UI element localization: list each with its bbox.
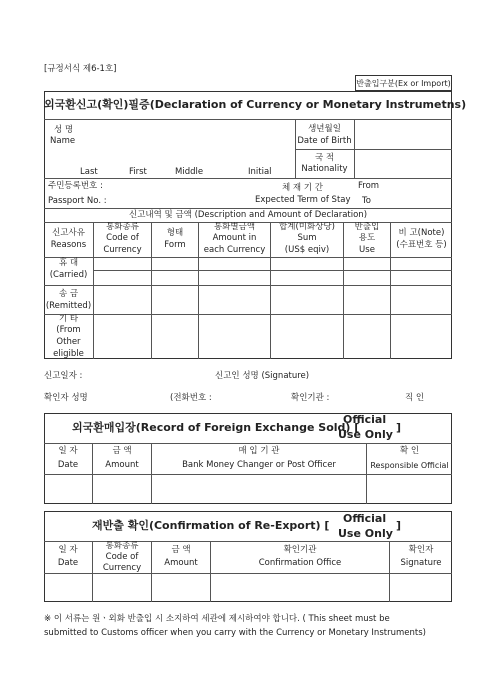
col-header-label: (수표번호 등) [396,240,447,250]
col-header-use [344,222,390,257]
row-label: (From [56,325,81,335]
id-number-field[interactable] [110,179,250,207]
col-header-label: Reasons [50,240,87,250]
col-header-label: 비 고(Note) [398,228,445,238]
es-col-date-ko: 일 자 [58,446,78,456]
nationality-label-ko: 국 적 [314,153,335,163]
col-header-amount [199,222,270,257]
signature-label: 신고인 성명 (Signature) [215,371,310,381]
name-label-ko: 성 명 [54,125,74,135]
col-header-form [152,222,198,257]
section-header: 신고내역 및 금액 (Description and Amount of Declaration) [128,210,368,220]
re-col-code [93,541,151,573]
col-header-label: each Currency [203,245,266,255]
re-col-date-ko: 일 자 [58,545,78,555]
col-header-label: Amount in [212,233,257,243]
row-label: 휴 대 [58,258,79,268]
col-header-note [391,222,452,257]
carried-entry-cells[interactable] [94,258,452,284]
es-col-amount-en: Amount [105,460,139,470]
row-label: (Carried) [49,270,88,280]
name-middle: Middle [175,167,204,177]
resident-no-label: 주민등록번호 : [48,181,103,191]
re-col-office-ko: 확인기관 [283,545,317,555]
col-header-label: Currency [103,245,142,255]
row-label: 송 금 [58,289,79,299]
col-header-label: 형태 [166,228,184,238]
dob-label-ko: 생년월일 [308,124,341,134]
reexport-bracket: ] [396,519,402,532]
row-carried [44,257,93,285]
col-header-label: Code of [106,233,139,243]
row-other [44,314,93,358]
col-header-label: 합계(미화상당) [279,222,335,232]
col-header-sum [271,222,343,257]
dob-label-en: Date of Birth [297,136,352,146]
re-col-code-label: Currency [102,563,142,573]
confirm-office-label: 확인기관 : [291,393,330,403]
col-header-reasons [44,222,93,257]
col-header-label: 반출입 [354,222,380,232]
stay-to-label: To [362,196,371,206]
name-last: Last [80,167,98,177]
footer-note-line1: ※ 이 서류는 원ㆍ외화 반출입 시 소지하여 세관에 제시하여야 합니다. ( This sheet must be [44,614,390,624]
col-header-label: 통화별금액 [213,222,256,232]
nationality-field[interactable] [355,150,451,177]
es-col-confirm-ko: 확 인 [399,446,420,456]
declaration-date-label: 신고일자 : [44,371,83,381]
col-header-label: Use [359,245,375,255]
re-col-date-en: Date [57,558,79,568]
declaration-title: 외국환신고(확인)필증(Declaration of Currency or Monetary Instrumetns) [44,98,467,111]
form-number: [규정서식 제6-1호] [44,64,117,74]
name-first: First [129,167,147,177]
seal-label: 직 인 [405,393,425,403]
re-col-code-label: Code of [105,552,139,562]
exchange-sold-official: Official [343,413,387,426]
exchange-sold-title: 외국환매입장(Record of Foreign Exchange Sold) [ [72,421,360,434]
name-initial: Initial [248,167,272,177]
name-label-en: Name [50,136,76,146]
nationality-label-en: Nationality [301,164,348,174]
stay-label-ko: 체 재 기 간 [282,183,323,193]
exchange-sold-bracket: ] [396,421,402,434]
row-label: 기 타 [58,314,79,324]
re-col-code-label: 통화종류 [105,541,139,551]
row-label: eligible [53,349,84,358]
re-col-confirmer-en: Signature [400,558,442,568]
row-remitted [44,285,93,314]
reexport-title: 재반출 확인(Confirmation of Re-Export) [ [92,519,330,532]
io-type-label: 반출입구분(Ex or Import) [356,79,451,88]
col-header-label: Sum [297,233,317,243]
col-header-label: 신고사유 [52,228,85,238]
exchange-sold-entry-row[interactable] [45,475,451,503]
divider [44,443,452,444]
remitted-entry-cells[interactable] [94,286,452,313]
io-type-box[interactable] [355,75,452,91]
re-col-office-en: Confirmation Office [258,558,342,568]
col-header-currency [94,222,151,257]
row-label: Other [56,337,81,347]
es-col-date-en: Date [57,460,79,470]
dob-field[interactable] [355,120,451,148]
reexport-use-only: Use Only [338,527,393,540]
footer-note-line2: submitted to Customs officer when you carry with the Currency or Monetary Instruments) [44,628,426,638]
stay-term-field[interactable] [380,179,450,207]
re-col-amount-ko: 금 액 [171,545,191,555]
col-header-label: Form [164,240,186,250]
es-col-bank-ko: 매 입 기 관 [238,446,280,456]
row-label: (Remitted) [45,301,92,311]
es-col-amount-ko: 금 액 [112,446,132,456]
phone-label: (전화번호 : [170,393,212,403]
divider [44,208,452,209]
col-header-label: (US$ eqiv) [284,245,330,255]
re-col-confirmer-ko: 확인자 [408,545,434,555]
col-header-label: 용도 [358,233,376,243]
exchange-sold-use-only: Use Only [338,428,393,441]
re-col-amount-en: Amount [164,558,198,568]
confirmer-name-label: 확인자 성명 [44,393,88,403]
passport-no-label: Passport No. : [48,196,107,206]
reexport-official: Official [343,512,387,525]
other-entry-cells[interactable] [94,315,452,358]
stay-from-label: From [358,181,380,191]
stay-label-en: Expected Term of Stay [255,195,351,205]
col-header-label: 통화종류 [106,222,139,232]
reexport-entry-row[interactable] [45,574,451,601]
es-col-bank-en: Bank Money Changer or Post Officer [182,460,336,470]
es-col-confirm-en: Responsible Official [370,461,449,470]
